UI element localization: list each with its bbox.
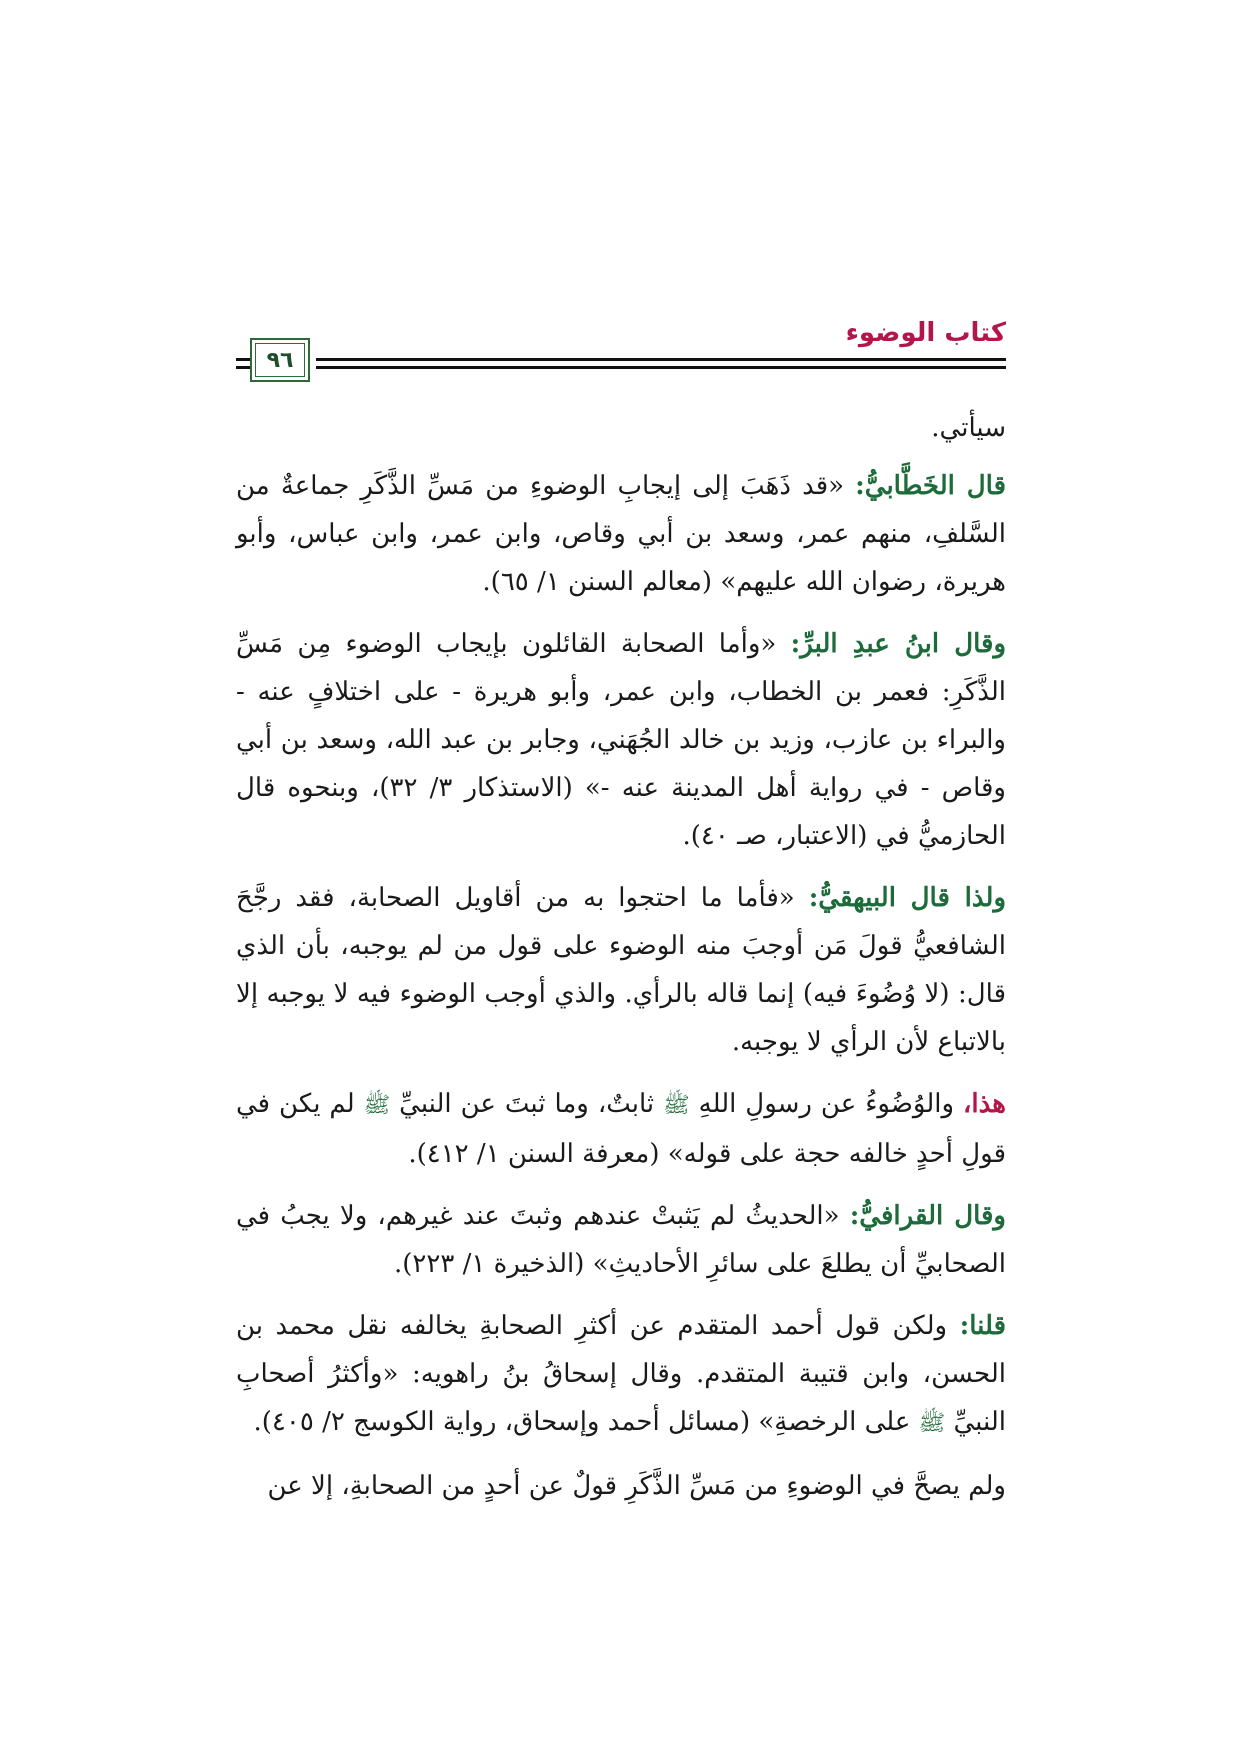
page-body xyxy=(236,404,1006,1524)
book-title: كتاب الوضوء xyxy=(845,318,1006,348)
speaker-label: قلنا: xyxy=(959,1311,1006,1341)
header-rule-bottom xyxy=(316,366,1006,369)
page-header xyxy=(236,318,1006,388)
page-number: ٩٦ xyxy=(266,347,294,373)
header-rule-top xyxy=(316,358,1006,361)
speaker-label: ولذا قال البيهقيُّ: xyxy=(808,883,1007,913)
paragraph-hatha xyxy=(236,1080,1006,1178)
paragraph-text: «الحديثُ لم يَثبتْ عندهم وثبتَ عند غيرهم، ولا يجبُ في الصحابيِّ أن يطلعَ على سائرِ الأحاديثِ» (الذخيرة ١/ ٢٢٣). xyxy=(236,1201,1006,1279)
speaker-label: وقال القرافيُّ: xyxy=(849,1201,1006,1231)
paragraph-text: ولكن قول أحمد المتقدم عن أكثرِ الصحابةِ يخالفه نقل محمد بن الحسن، وابن قتيبة المتقدم. وقال إسحاقُ بنُ راهويه: «وأكثرُ أصحابِ النبيِّ xyxy=(236,1311,1006,1437)
paragraph-text: «قد ذَهَبَ إلى إيجابِ الوضوءِ من مَسِّ الذَّكَرِ جماعةٌ من السَّلفِ، منهم عمر، وسعد بن أبي وقاص، وابن عمر، وابن عباس، وأبو هريرة، رضوان الله عليهم» (معالم السنن ١/ ٦٥). xyxy=(236,471,1006,597)
page-number-badge xyxy=(250,338,310,382)
paragraph-text: والوُضُوءُ عن رسولِ اللهِ xyxy=(689,1089,964,1119)
speaker-label: هذا، xyxy=(963,1089,1007,1119)
paragraph-qarafi xyxy=(236,1192,1006,1288)
paragraph-qulna xyxy=(236,1302,1006,1448)
paragraph-text: ثابتٌ، وما ثبتَ عن النبيِّ xyxy=(390,1089,664,1119)
paragraph-bayhaqi xyxy=(236,874,1006,1066)
header-rule-left-bottom xyxy=(236,366,250,369)
paragraph-1 xyxy=(236,404,1006,452)
salla-symbol: ﷺ xyxy=(663,1093,690,1118)
speaker-label: قال الخَطَّابيُّ: xyxy=(855,471,1006,501)
paragraph-text: ولم يصحَّ في الوضوءِ من مَسِّ الذَّكَرِ قولٌ عن أحدٍ من الصحابةِ، إلا عن xyxy=(267,1471,1006,1501)
paragraph-text: على الرخصةِ» (مسائل أحمد وإسحاق، رواية الكوسج ٢/ ٤٠٥). xyxy=(253,1407,919,1437)
paragraph-last xyxy=(236,1462,1006,1510)
paragraph-text: سيأتي. xyxy=(931,413,1006,443)
paragraph-text: لم يكن في قولِ أحدٍ خالفه حجة على قوله» (معرفة السنن ١/ ٤١٢). xyxy=(236,1089,1006,1169)
salla-symbol: ﷺ xyxy=(918,1411,946,1436)
speaker-label: وقال ابنُ عبدِ البرِّ: xyxy=(790,629,1007,659)
paragraph-text: «فأما ما احتجوا به من أقاويل الصحابة، فقد رجَّحَ الشافعيُّ قولَ مَن أوجبَ منه الوضوء على قول من لم يوجبه، بأن الذي قال: (لا وُضُوءَ فيه) إنما قاله بالرأي. والذي أوجب الوضوء فيه لا يوجبه إلا بالاتباع لأن الرأي لا يوجبه. xyxy=(236,883,1006,1057)
header-rule-left-top xyxy=(236,358,250,361)
salla-symbol: ﷺ xyxy=(363,1093,391,1118)
paragraph-khattabi xyxy=(236,462,1006,606)
paragraph-ibn-abd-al-barr xyxy=(236,620,1006,860)
paragraph-text: «وأما الصحابة القائلون بإيجاب الوضوء مِن مَسِّ الذَّكَرِ: فعمر بن الخطاب، وابن عمر، وأبو هريرة - على اختلافٍ عنه - والبراء بن عازب، وزيد بن خالد الجُهَني، وجابر بن عبد الله، وسعد بن أبي وقاص - في رواية أهل المدينة عنه -» (الاستذكار ٣/ ٣٢)، وبنحوه قال الحازميُّ في (الاعتبار، صـ ٤٠). xyxy=(236,629,1006,851)
